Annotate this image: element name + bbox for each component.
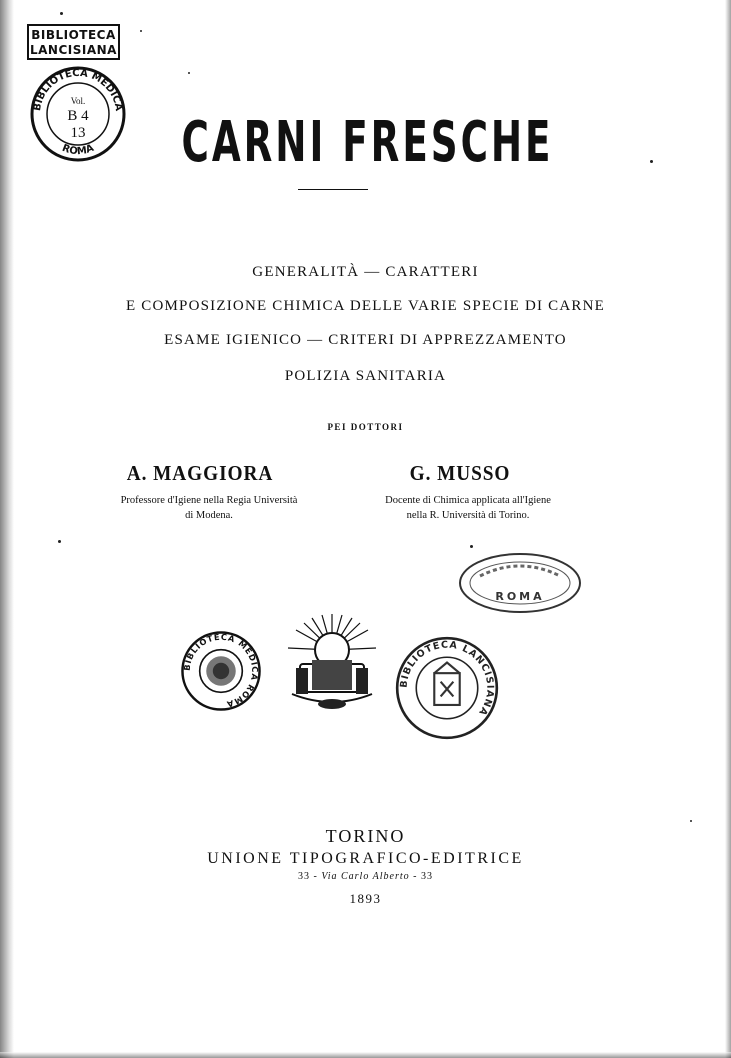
shelfmark-number: 13 [70, 125, 86, 141]
library-stamp-right-round [394, 634, 500, 742]
library-stamp-oval [456, 550, 584, 616]
imprint-year: 1893 [349, 891, 382, 906]
scan-speck [140, 30, 142, 32]
subtitle-line-2: E COMPOSIZIONE CHIMICA DELLE VARIE SPECIE DI CARNE [125, 298, 606, 314]
imprint-address-number: 33 [298, 871, 310, 882]
author-2-aff-line2: nella R. Università di Torino. [406, 510, 530, 521]
library-label-line2: LANCISIANA [30, 43, 117, 57]
subtitle-line-4: POLIZIA SANITARIA [284, 368, 447, 384]
scan-speck [650, 160, 653, 163]
author-1-affiliation [86, 493, 332, 523]
author-1-aff-line2: di Modena. [185, 510, 233, 521]
scan-speck [188, 72, 190, 74]
author-1-aff-line1: Professore d'Igiene nella Regia Università [120, 495, 298, 506]
scan-edge-bottom [0, 1052, 731, 1058]
library-label-line1: BIBLIOTECA [31, 28, 116, 42]
author-2-name: G. MUSSO [409, 461, 511, 485]
title-rule [298, 189, 368, 190]
library-label [27, 24, 120, 60]
subtitle-line-1: GENERALITÀ — CARATTERI [252, 264, 479, 280]
imprint-publisher: UNIONE TIPOGRAFICO-EDITRICE [207, 850, 524, 867]
subtitle-line-3: ESAME IGIENICO — CRITERI DI APPREZZAMENTO [164, 332, 567, 348]
svg-text:BIBLIOTECA LANCISIANA: BIBLIOTECA LANCISIANA [398, 639, 496, 718]
library-stamp-top-left [28, 64, 128, 164]
author-1-name: A. MAGGIORA [126, 461, 274, 485]
scan-speck [60, 12, 63, 15]
scan-speck [58, 540, 61, 543]
imprint-address-street: Via Carlo Alberto [321, 871, 410, 882]
publisher-emblem [282, 610, 382, 715]
by-line: PEI DOTTORI [327, 422, 404, 432]
shelfmark-prefix: Vol. [70, 96, 86, 106]
author-2-aff-line1: Docente di Chimica applicata all'Igiene [385, 495, 551, 506]
imprint-address-number2: 33 [421, 871, 433, 882]
scan-speck [470, 545, 473, 548]
book-title: CARNI FRESCHE [181, 110, 554, 175]
scan-speck [690, 820, 692, 822]
imprint-address: 33 - Via Carlo Alberto - 33 [298, 871, 433, 882]
imprint-city: TORINO [325, 826, 406, 846]
svg-text:BIBLIOTECA MEDICA: BIBLIOTECA MEDICA [32, 67, 124, 112]
svg-text:BIBLIOTECA MEDICA ROMA: BIBLIOTECA MEDICA ROMA [181, 631, 261, 710]
svg-text:ROMA: ROMA [60, 142, 96, 158]
shelfmark-section: B 4 [67, 108, 89, 124]
oval-stamp-text: ROMA [495, 590, 545, 603]
library-stamp-center-left [180, 630, 262, 712]
author-2-affiliation [341, 493, 595, 523]
